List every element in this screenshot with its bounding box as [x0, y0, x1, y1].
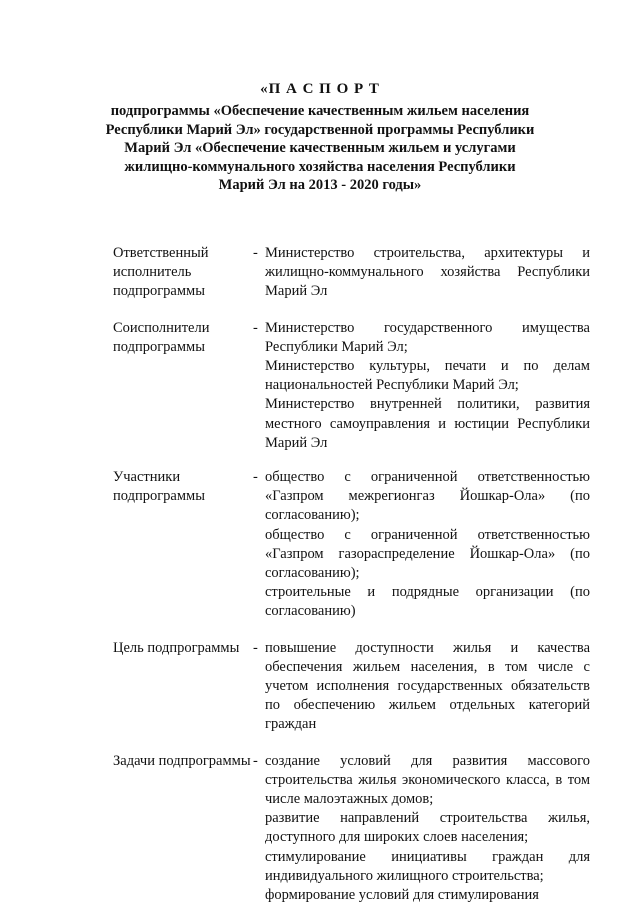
row-paragraph: строительные и подрядные организации (по согласованию) — [265, 584, 590, 620]
passport-row — [113, 752, 590, 905]
passport-table — [113, 244, 590, 905]
row-separator: - — [253, 469, 258, 486]
row-paragraph: стимулирование инициативы граждан для индивидуального жилищного строительства; — [265, 848, 590, 884]
row-paragraph: создание условий для развития массового строительства жилья экономического класса, в том числе малоэтажных домов; — [265, 752, 590, 808]
row-label: Участники подпрограммы — [113, 469, 205, 505]
subtitle-line: Республики Марий Эл» государственной программы Республики — [105, 121, 535, 138]
row-separator: - — [253, 245, 258, 261]
row-separator: - — [253, 639, 258, 656]
row-content — [265, 319, 590, 453]
row-content — [265, 752, 590, 905]
row-label: Цель подпрограммы — [113, 639, 240, 656]
row-paragraph: Министерство государственного имущества Республики Марий Эл; — [265, 319, 590, 355]
row-paragraph: Министерство внутренней политики, развития местного самоуправления и юстиции Республики Марий Эл — [265, 396, 590, 451]
row-paragraph: Министерство строительства, архитектуры и жилищно-коммунального хозяйства Республики Марий Эл — [265, 245, 590, 300]
subtitle-line: подпрограммы «Обеспечение качественным жильем населения — [110, 103, 530, 119]
document-title: «П А С П О Р Т — [260, 81, 380, 97]
passport-row — [113, 244, 590, 302]
subtitle-line: жилищно-коммунального хозяйства населения Республики — [124, 158, 516, 175]
row-label: Соисполнители подпрограммы — [113, 319, 210, 355]
passport-row — [113, 468, 590, 622]
row-paragraph: развитие направлений строительства жилья, доступного для широких слоев населения; — [265, 810, 590, 846]
row-separator: - — [253, 319, 258, 336]
passport-row — [113, 639, 590, 735]
passport-row — [113, 319, 590, 453]
row-paragraph: общество с ограниченной ответственностью «Газпром газораспределение Йошкар-Ола» (по согласованию); — [265, 526, 590, 582]
row-separator: - — [253, 752, 258, 769]
subtitle-line: Марий Эл «Обеспечение качественным жильем и услугами — [124, 140, 516, 156]
row-label: Ответственный исполнитель подпрограммы — [113, 245, 209, 300]
row-paragraph: общество с ограниченной ответственностью «Газпром межрегионгаз Йошкар-Ола» (по согласованию); — [265, 469, 590, 524]
row-content — [265, 639, 590, 735]
subtitle-line: Марий Эл на 2013 - 2020 годы» — [218, 177, 422, 193]
row-label: Задачи подпрограммы — [113, 752, 251, 769]
document-subtitle — [100, 102, 540, 195]
row-content — [265, 468, 590, 622]
row-paragraph: Министерство культуры, печати и по делам национальностей Республики Марий Эл; — [265, 358, 590, 394]
row-content — [265, 244, 590, 302]
row-paragraph: формирование условий для стимулирования — [265, 887, 539, 904]
row-paragraph: повышение доступности жилья и качества обеспечения жильем населения, в том числе с учетом исполнения государственных обязательств по обеспечению жильем отдельных категорий граждан — [265, 639, 590, 733]
